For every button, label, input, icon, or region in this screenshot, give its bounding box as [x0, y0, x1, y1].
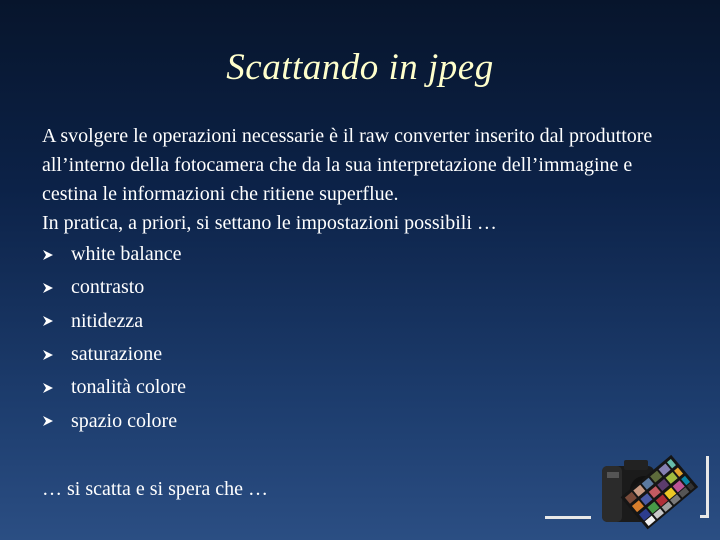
list-item-label: contrasto	[71, 276, 145, 299]
settings-list	[42, 238, 682, 438]
list-item-label: nitidezza	[71, 309, 144, 332]
list-item	[42, 238, 682, 271]
list-item	[42, 338, 682, 371]
arrowhead-bullet-icon	[42, 282, 54, 294]
list-item-label: white balance	[71, 243, 182, 266]
paragraph-settings: In pratica, a priori, si settano le impostazioni possibili …	[42, 212, 497, 234]
slide-title: Scattando in jpeg	[226, 47, 494, 88]
arrowhead-bullet-icon	[42, 349, 54, 361]
list-item	[42, 371, 682, 404]
list-item	[42, 404, 682, 437]
arrowhead-bullet-icon	[42, 249, 54, 261]
arrowhead-bullet-icon	[42, 382, 54, 394]
list-item	[42, 271, 682, 304]
list-item-label: spazio colore	[71, 409, 178, 432]
closing-line: … si scatta e si spera che …	[42, 478, 269, 500]
arrowhead-bullet-icon	[42, 315, 54, 327]
list-item	[42, 305, 682, 338]
camera-color-checker-icon	[540, 450, 715, 540]
list-item-label: saturazione	[71, 343, 163, 366]
slide-body	[42, 122, 682, 438]
list-item-label: tonalità colore	[71, 376, 186, 399]
arrowhead-bullet-icon	[42, 415, 54, 427]
paragraph-raw-converter: A svolgere le operazioni necessarie è il raw converter inserito dal produttore all’interno della fotocamera che da la sua interpretazione dell’immagine e cestina le informazioni che ritiene superflue.	[42, 125, 653, 205]
